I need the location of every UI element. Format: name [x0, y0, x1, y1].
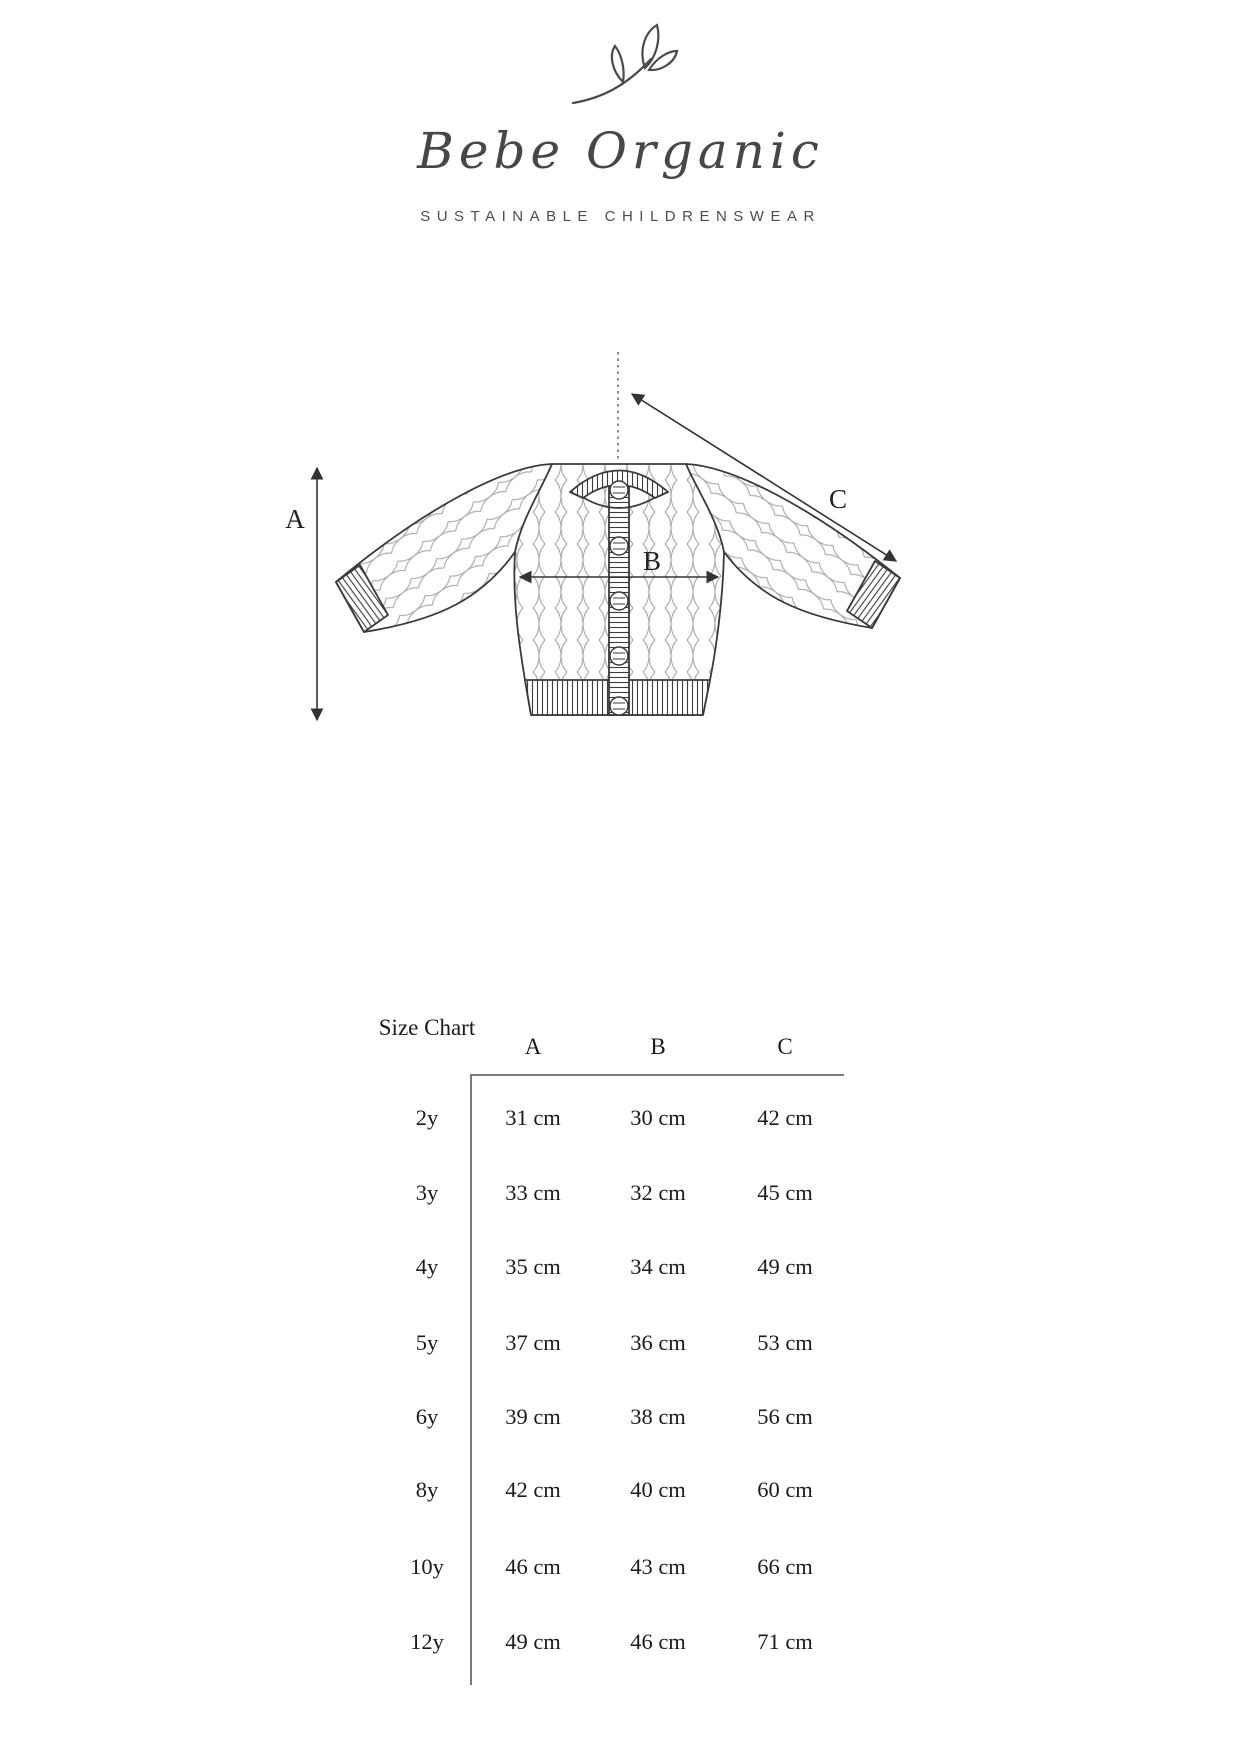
- size-cell: 10y: [410, 1554, 444, 1579]
- column-header-c: C: [777, 1034, 793, 1059]
- size-cell: 12y: [410, 1629, 444, 1654]
- column-header-a: A: [524, 1034, 542, 1059]
- b-cell: 36 cm: [630, 1330, 686, 1355]
- table-left-rule: [470, 1075, 472, 1685]
- a-cell: 42 cm: [505, 1477, 561, 1502]
- button: [610, 481, 628, 499]
- b-cell: 38 cm: [630, 1404, 686, 1429]
- a-cell: 33 cm: [505, 1180, 561, 1205]
- b-cell: 43 cm: [630, 1554, 686, 1579]
- size-cell: 2y: [415, 1105, 439, 1130]
- size-cell: 5y: [415, 1330, 439, 1355]
- b-cell: 40 cm: [630, 1477, 686, 1502]
- table-row: [0, 1628, 1241, 1656]
- c-cell: 53 cm: [757, 1330, 813, 1355]
- a-cell: 46 cm: [505, 1554, 561, 1579]
- brand-tagline: SUSTAINABLE CHILDRENSWEAR: [420, 208, 821, 225]
- b-cell: 34 cm: [630, 1254, 686, 1279]
- size-chart-title: Size Chart: [378, 1015, 476, 1040]
- measurement-label-b: B: [642, 546, 662, 576]
- size-cell: 4y: [415, 1254, 439, 1279]
- a-cell: 49 cm: [505, 1629, 561, 1654]
- a-cell: 35 cm: [505, 1254, 561, 1279]
- table-top-rule: [470, 1074, 844, 1076]
- button: [610, 592, 628, 610]
- a-cell: 39 cm: [505, 1404, 561, 1429]
- cardigan-illustration: [336, 464, 900, 715]
- b-cell: 46 cm: [630, 1629, 686, 1654]
- c-cell: 49 cm: [757, 1254, 813, 1279]
- table-row: [0, 1179, 1241, 1207]
- table-row: [0, 1104, 1241, 1132]
- c-cell: 42 cm: [757, 1105, 813, 1130]
- b-cell: 30 cm: [630, 1105, 686, 1130]
- table-row: [0, 1403, 1241, 1431]
- c-cell: 71 cm: [757, 1629, 813, 1654]
- table-row: [0, 1253, 1241, 1281]
- c-cell: 45 cm: [757, 1180, 813, 1205]
- b-cell: 32 cm: [630, 1180, 686, 1205]
- measurement-label-a: A: [285, 504, 305, 534]
- size-cell: 6y: [415, 1404, 439, 1429]
- c-cell: 56 cm: [757, 1404, 813, 1429]
- leaf-sprig-icon: [560, 18, 690, 110]
- button: [610, 537, 628, 555]
- c-cell: 60 cm: [757, 1477, 813, 1502]
- measurement-label-c: C: [828, 484, 848, 514]
- table-row: [0, 1476, 1241, 1504]
- brand-logo-text: Bebe Organic: [417, 122, 824, 180]
- column-header-b: B: [650, 1034, 666, 1059]
- size-cell: 3y: [415, 1180, 439, 1205]
- button: [610, 647, 628, 665]
- a-cell: 31 cm: [505, 1105, 561, 1130]
- button: [610, 697, 628, 715]
- cardigan-measurement-diagram: [240, 280, 940, 760]
- c-cell: 66 cm: [757, 1554, 813, 1579]
- table-row: [0, 1553, 1241, 1581]
- size-cell: 8y: [415, 1477, 439, 1502]
- a-cell: 37 cm: [505, 1330, 561, 1355]
- table-row: [0, 1329, 1241, 1357]
